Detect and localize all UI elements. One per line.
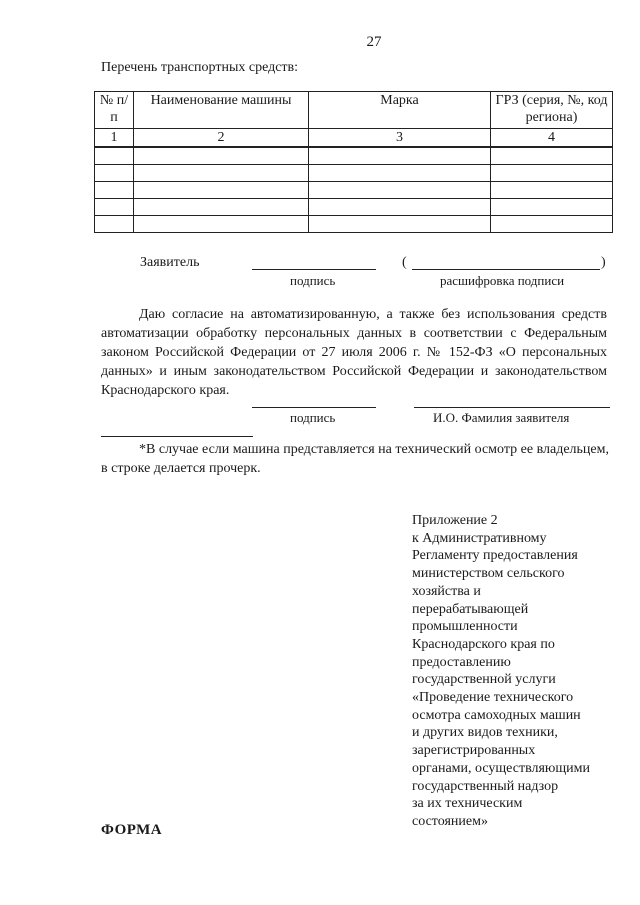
table-cell[interactable]: [95, 182, 134, 199]
table-cell[interactable]: [491, 199, 613, 216]
appendix-line: перерабатывающей: [412, 601, 529, 617]
appendix-line: министерством сельского: [412, 566, 565, 582]
signature-decoding-caption: расшифровка подписи: [440, 273, 565, 288]
appendix-line: состоянием»: [412, 813, 488, 829]
table-cell[interactable]: [95, 165, 134, 182]
appendix-line: Краснодарского края по: [412, 636, 555, 652]
page-number: 27: [366, 34, 382, 50]
table-cell[interactable]: [491, 216, 613, 233]
appendix-line: предоставлению: [412, 654, 511, 670]
table-row: [95, 147, 613, 165]
appendix-line: Регламенту предоставления: [412, 548, 578, 564]
consent-name-caption: И.О. Фамилия заявителя: [433, 410, 570, 425]
appendix-line: за их техническим: [412, 796, 523, 812]
header-number: № п/п: [95, 92, 134, 129]
consent-paragraph: Даю согласие на автоматизированную, а также без использования средств автоматизации обработку персональных данных в соответствии с Федеральным законом Российской Федерации от 27 июля 2006 г. № 152-ФЗ «О персональных данных» и иным законодательством Российской Федерации и законодательством Краснодарского края.: [101, 307, 607, 398]
column-number-1: 1: [95, 129, 134, 148]
appendix-line: Приложение 2: [412, 513, 498, 528]
table-cell[interactable]: [95, 147, 134, 165]
table-cell[interactable]: [134, 147, 309, 165]
footnote: *В случае если машина представляется на технический осмотр ее владельцем, в строке делается прочерк.: [101, 442, 609, 476]
appendix-heading: [412, 512, 612, 831]
table-cell[interactable]: [95, 199, 134, 216]
table-cell[interactable]: [134, 216, 309, 233]
vehicle-table: [94, 91, 613, 233]
column-number-4: 4: [491, 129, 613, 148]
table-cell[interactable]: [309, 216, 491, 233]
table-cell[interactable]: [309, 165, 491, 182]
appendix-line: «Проведение технического: [412, 690, 574, 706]
applicant-signature-line[interactable]: [252, 269, 376, 270]
appendix-line: промышленности: [412, 619, 518, 635]
applicant-label: Заявитель: [140, 255, 200, 270]
table-cell[interactable]: [309, 182, 491, 199]
appendix-line: к Административному: [412, 530, 547, 546]
consent-signature-caption: подпись: [290, 410, 336, 425]
header-machine-name: Наименование машины: [134, 92, 309, 129]
appendix-line: государственный надзор: [412, 778, 559, 794]
appendix-line: осмотра самоходных машин: [412, 707, 581, 723]
table-header-row: [95, 92, 613, 129]
table-cell[interactable]: [309, 147, 491, 165]
appendix-line: зарегистрированных: [412, 743, 536, 759]
table-cell[interactable]: [309, 199, 491, 216]
appendix-line: органами, осуществляющими: [412, 760, 591, 776]
table-row: [95, 165, 613, 182]
footnote-divider: [101, 436, 253, 437]
table-cell[interactable]: [491, 182, 613, 199]
table-cell[interactable]: [134, 182, 309, 199]
table-cell[interactable]: [95, 216, 134, 233]
vehicle-list-title: Перечень транспортных средств:: [101, 60, 299, 75]
appendix-line: государственной услуги: [412, 672, 556, 688]
table-number-row: [95, 129, 613, 148]
header-plate: ГРЗ (серия, №, код региона): [491, 92, 613, 129]
table-cell[interactable]: [134, 165, 309, 182]
column-number-3: 3: [309, 129, 491, 148]
form-label: ФОРМА: [101, 822, 163, 838]
appendix-line: и других видов техники,: [412, 725, 558, 741]
consent-signature-line[interactable]: [252, 407, 376, 408]
table-cell[interactable]: [491, 147, 613, 165]
paren-close: ): [601, 255, 606, 270]
header-brand: Марка: [309, 92, 491, 129]
table-row: [95, 182, 613, 199]
applicant-name-line[interactable]: [412, 269, 600, 270]
signature-caption: подпись: [290, 273, 336, 288]
table-cell[interactable]: [491, 165, 613, 182]
column-number-2: 2: [134, 129, 309, 148]
table-row: [95, 199, 613, 216]
paren-open: (: [402, 255, 407, 270]
appendix-line: хозяйства и: [412, 583, 481, 599]
table-cell[interactable]: [134, 199, 309, 216]
table-row: [95, 216, 613, 233]
consent-name-line[interactable]: [414, 407, 610, 408]
